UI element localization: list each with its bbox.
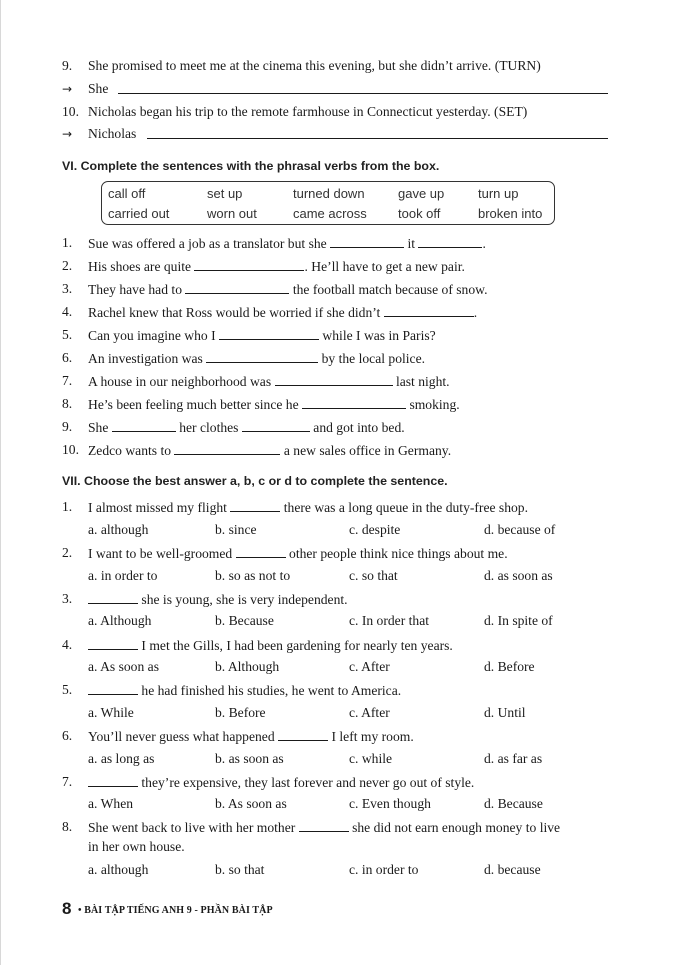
s6-item-2 — [88, 258, 465, 275]
sentence-part: and got into bed. — [313, 420, 405, 435]
sentence-part: by the local police. — [321, 351, 426, 366]
sentence-part: Rachel knew that Ross would be worried if she didn’t — [88, 305, 381, 320]
box-word: came across — [293, 206, 367, 221]
s6-item-7 — [88, 373, 450, 390]
s7-item-number: 1. — [62, 499, 73, 514]
sentence-part: They have had to — [88, 282, 182, 297]
answer-blank[interactable] — [242, 419, 310, 432]
answer-blank[interactable] — [230, 499, 280, 512]
box-word: took off — [398, 206, 441, 221]
sentence-part: a new sales office in Germany. — [283, 443, 452, 458]
box-word: set up — [207, 186, 243, 201]
answer-blank[interactable] — [88, 774, 138, 787]
book-title: BÀI TẬP TIẾNG ANH 9 - PHẦN BÀI TẬP — [84, 905, 273, 916]
option-b[interactable]: b. Before — [215, 705, 266, 720]
s6-item-number: 7. — [62, 373, 73, 388]
box-word: broken into — [478, 206, 543, 221]
sentence-part: it — [407, 236, 416, 251]
option-c[interactable]: c. After — [349, 705, 390, 720]
question-part: I met the Gills, I had been gardening for nearly ten years. — [141, 638, 453, 653]
s6-item-6 — [88, 350, 425, 367]
answer-blank[interactable] — [275, 373, 393, 386]
s6-item-5 — [88, 327, 436, 344]
s6-item-number: 9. — [62, 419, 73, 434]
sentence-part: while I was in Paris? — [322, 328, 436, 343]
rewrite-10-number: 10. — [62, 104, 79, 119]
answer-blank[interactable] — [194, 258, 304, 271]
s7-question-8-continued: in her own house. — [88, 839, 185, 854]
s7-item-number: 8. — [62, 819, 73, 834]
question-part: they’re expensive, they last forever and never go out of style. — [141, 775, 475, 790]
option-a[interactable]: a. although — [88, 862, 149, 877]
option-d[interactable]: d. Because — [484, 796, 543, 811]
s6-item-number: 5. — [62, 327, 73, 342]
option-a[interactable]: a. Although — [88, 613, 152, 628]
answer-blank[interactable] — [174, 442, 280, 455]
option-b[interactable]: b. as soon as — [215, 751, 284, 766]
sentence-part: Zedco wants to — [88, 443, 172, 458]
option-b[interactable]: b. so that — [215, 862, 265, 877]
s7-question-5 — [88, 682, 401, 699]
s6-item-9 — [88, 419, 405, 436]
s6-item-number: 6. — [62, 350, 73, 365]
answer-blank[interactable] — [302, 396, 406, 409]
question-part: I almost missed my flight — [88, 500, 227, 515]
answer-blank[interactable] — [384, 304, 474, 317]
option-b[interactable]: b. so as not to — [215, 568, 291, 583]
option-d[interactable]: d. because of — [484, 522, 556, 537]
s6-item-4 — [88, 304, 477, 321]
s7-item-number: 3. — [62, 591, 73, 606]
s7-item-number: 4. — [62, 637, 73, 652]
box-word: worn out — [207, 206, 257, 221]
question-part: she is young, she is very independent. — [141, 592, 348, 607]
s7-question-8 — [88, 819, 560, 836]
option-d[interactable]: d. as soon as — [484, 568, 553, 583]
rewrite-9-sentence: She promised to meet me at the cinema this evening, but she didn’t arrive. (TURN) — [88, 58, 541, 73]
option-d[interactable]: d. Until — [484, 705, 526, 720]
sentence-part: A house in our neighborhood was — [88, 374, 272, 389]
s6-item-number: 2. — [62, 258, 73, 273]
s7-item-number: 6. — [62, 728, 73, 743]
sentence-part: last night. — [395, 374, 450, 389]
sentence-part: the football match because of snow. — [292, 282, 488, 297]
rewrite-10-sentence: Nicholas began his trip to the remote farmhouse in Connecticut yesterday. (SET) — [88, 104, 528, 119]
answer-blank[interactable] — [219, 327, 319, 340]
option-b[interactable]: b. As soon as — [215, 796, 287, 811]
box-word: turned down — [293, 186, 365, 201]
option-d[interactable]: d. as far as — [484, 751, 543, 766]
arrow-icon: → — [62, 82, 73, 96]
sentence-part: . — [473, 305, 478, 320]
box-word: carried out — [108, 206, 170, 221]
option-c[interactable]: c. in order to — [349, 862, 419, 877]
sentence-part: . He’ll have to get a new pair. — [304, 259, 465, 274]
sentence-part: . — [482, 236, 486, 251]
option-a[interactable]: a. in order to — [88, 568, 158, 583]
sentence-part: Can you imagine who I — [88, 328, 216, 343]
answer-blank[interactable] — [88, 682, 138, 695]
sentence-part: He’s been feeling much better since he — [88, 397, 299, 412]
rewrite-10-answer-start: Nicholas — [88, 126, 137, 141]
answer-blank[interactable] — [88, 591, 138, 604]
s7-item-number: 5. — [62, 682, 73, 697]
page-number: 8 — [62, 899, 72, 918]
s6-item-number: 1. — [62, 235, 73, 250]
s6-item-1 — [88, 235, 486, 252]
question-part: You’ll never guess what happened — [88, 729, 275, 744]
s7-question-3 — [88, 591, 348, 608]
rewrite-9-number: 9. — [62, 58, 73, 73]
option-d[interactable]: d. In spite of — [484, 613, 553, 628]
s6-item-3 — [88, 281, 487, 298]
answer-blank[interactable] — [418, 235, 482, 248]
s6-item-8 — [88, 396, 460, 413]
option-c[interactable]: c. while — [349, 751, 393, 766]
answer-blank[interactable] — [299, 819, 349, 832]
sentence-part: her clothes — [179, 420, 239, 435]
page-edge — [0, 0, 1, 965]
option-c[interactable]: c. In order that — [349, 613, 430, 628]
sentence-part: smoking. — [409, 397, 460, 412]
s7-question-6 — [88, 728, 414, 745]
s7-question-2 — [88, 545, 508, 562]
s6-item-number: 4. — [62, 304, 73, 319]
s6-item-number: 3. — [62, 281, 73, 296]
box-word: gave up — [398, 186, 445, 201]
question-part: she did not earn enough money to live — [352, 820, 561, 835]
option-a[interactable]: a. When — [88, 796, 134, 811]
option-d[interactable]: d. Before — [484, 659, 535, 674]
section-7-heading: VII. Choose the best answer a, b, c or d to complete the sentence. — [62, 474, 448, 488]
option-b[interactable]: b. Because — [215, 613, 274, 628]
option-b[interactable]: b. Although — [215, 659, 280, 674]
answer-blank[interactable] — [112, 419, 176, 432]
s6-item-10 — [88, 442, 451, 459]
question-part: there was a long queue in the duty-free shop. — [283, 500, 528, 515]
question-part: I left my room. — [331, 729, 414, 744]
sentence-part: Sue was offered a job as a translator but she — [88, 236, 327, 251]
sentence-part: An investigation was — [88, 351, 203, 366]
s7-question-1 — [88, 499, 528, 516]
option-c[interactable]: c. despite — [349, 522, 401, 537]
option-a[interactable]: a. While — [88, 705, 134, 720]
s7-item-number: 7. — [62, 774, 73, 789]
option-c[interactable]: c. After — [349, 659, 390, 674]
question-part: She went back to live with her mother — [88, 820, 296, 835]
answer-blank[interactable] — [88, 637, 138, 650]
answer-blank[interactable] — [236, 545, 286, 558]
question-part: other people think nice things about me. — [289, 546, 508, 561]
rewrite-10-answer-line[interactable] — [147, 138, 608, 139]
option-b[interactable]: b. since — [215, 522, 257, 537]
rewrite-9-answer-start: She — [88, 81, 109, 96]
answer-blank[interactable] — [330, 235, 404, 248]
answer-blank[interactable] — [206, 350, 318, 363]
answer-blank[interactable] — [278, 728, 328, 741]
option-c[interactable]: c. Even though — [349, 796, 431, 811]
option-a[interactable]: a. as long as — [88, 751, 155, 766]
option-a[interactable]: a. As soon as — [88, 659, 159, 674]
s7-question-7 — [88, 774, 474, 791]
s7-item-number: 2. — [62, 545, 73, 560]
option-c[interactable]: c. so that — [349, 568, 398, 583]
section-6-heading: VI. Complete the sentences with the phrasal verbs from the box. — [62, 159, 440, 173]
question-part: I want to be well-groomed — [88, 546, 233, 561]
s6-item-number: 10. — [62, 442, 79, 457]
box-word: turn up — [478, 186, 519, 201]
box-word: call off — [108, 186, 146, 201]
option-d[interactable]: d. because — [484, 862, 541, 877]
arrow-icon: → — [62, 127, 73, 141]
bullet-icon: • — [78, 905, 82, 916]
rewrite-9-answer-line[interactable] — [118, 93, 608, 94]
s7-question-4 — [88, 637, 453, 654]
question-part: he had finished his studies, he went to America. — [141, 683, 402, 698]
sentence-part: She — [88, 420, 109, 435]
answer-blank[interactable] — [185, 281, 289, 294]
sentence-part: His shoes are quite — [88, 259, 192, 274]
s6-item-number: 8. — [62, 396, 73, 411]
option-a[interactable]: a. although — [88, 522, 149, 537]
footer-title — [78, 905, 273, 916]
